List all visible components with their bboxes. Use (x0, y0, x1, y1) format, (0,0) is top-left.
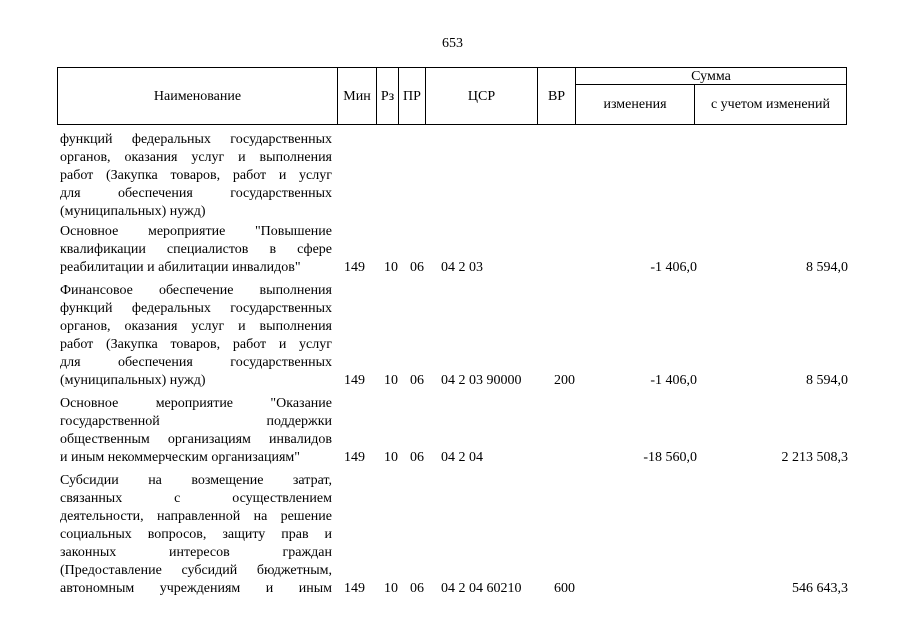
page-number: 653 (442, 36, 463, 51)
row-1-total: 8 594,0 (806, 260, 848, 275)
name-line: и иным некоммерческим организациям" (60, 450, 301, 465)
row-1-min: 149 (344, 260, 365, 275)
header-with-change: с учетом изменений (695, 85, 847, 125)
row-3-csr: 04 2 04 (441, 450, 483, 465)
header-sum: Сумма (576, 68, 847, 85)
name-line: Основное мероприятие "Повышение (60, 224, 332, 239)
row-3-change: -18 560,0 (643, 450, 697, 465)
row-4-name (60, 472, 332, 598)
row-3-name (60, 395, 332, 467)
name-line: автономным учреждениям и иным (60, 581, 332, 596)
row-3-pr: 06 (410, 450, 424, 465)
name-line: общественным организациям инвалидов (60, 432, 332, 447)
row-3-rz: 10 (384, 450, 398, 465)
row-1-rz: 10 (384, 260, 398, 275)
header-csr: ЦСР (426, 68, 538, 125)
row-3-total: 2 213 508,3 (781, 450, 848, 465)
name-line: квалификации специалистов в сфере (60, 242, 332, 257)
header-min: Мин (338, 68, 377, 125)
row-4-csr: 04 2 04 60210 (441, 581, 522, 596)
name-line: связанных с осуществлением (60, 491, 332, 506)
name-line: социальных вопросов, защиту прав и (60, 527, 332, 542)
row-2-min: 149 (344, 373, 365, 388)
header-pr: ПР (399, 68, 426, 125)
name-line: законных интересов граждан (60, 545, 332, 560)
row-1-pr: 06 (410, 260, 424, 275)
row-2-name (60, 282, 332, 390)
row-3-min: 149 (344, 450, 365, 465)
name-line: функций федеральных государственных (60, 301, 332, 316)
row-4-vr: 600 (554, 581, 575, 596)
name-line: (муниципальных) нужд) (60, 373, 206, 388)
row-2-pr: 06 (410, 373, 424, 388)
name-line: реабилитации и абилитации инвалидов" (60, 260, 301, 275)
row-1-name (60, 223, 332, 277)
name-line: органов, оказания услуг и выполнения (60, 150, 332, 165)
header-rz: Рз (377, 68, 399, 125)
row-2-vr: 200 (554, 373, 575, 388)
row-4-total: 546 643,3 (792, 581, 848, 596)
row-4-min: 149 (344, 581, 365, 596)
row-2-total: 8 594,0 (806, 373, 848, 388)
row-4-rz: 10 (384, 581, 398, 596)
name-line: деятельности, направленной на решение (60, 509, 332, 524)
header-vr: ВР (538, 68, 576, 125)
name-line: Финансовое обеспечение выполнения (60, 283, 332, 298)
name-line: органов, оказания услуг и выполнения (60, 319, 332, 334)
row-2-csr: 04 2 03 90000 (441, 373, 522, 388)
name-line: государственной поддержки (60, 414, 332, 429)
name-line: Основное мероприятие "Оказание (60, 396, 332, 411)
row-0-name (60, 131, 332, 221)
name-line: работ (Закупка товаров, работ и услуг (60, 168, 332, 183)
table-header (57, 67, 847, 125)
name-line: для обеспечения государственных (60, 186, 332, 201)
name-line: функций федеральных государственных (60, 132, 332, 147)
header-change: изменения (576, 85, 695, 125)
name-line: Субсидии на возмещение затрат, (60, 473, 332, 488)
name-line: (Предоставление субсидий бюджетным, (60, 563, 332, 578)
row-2-change: -1 406,0 (650, 373, 697, 388)
header-name: Наименование (58, 68, 338, 125)
name-line: работ (Закупка товаров, работ и услуг (60, 337, 332, 352)
row-1-change: -1 406,0 (650, 260, 697, 275)
name-line: для обеспечения государственных (60, 355, 332, 370)
name-line: (муниципальных) нужд) (60, 204, 206, 219)
row-2-rz: 10 (384, 373, 398, 388)
row-1-csr: 04 2 03 (441, 260, 483, 275)
row-4-pr: 06 (410, 581, 424, 596)
